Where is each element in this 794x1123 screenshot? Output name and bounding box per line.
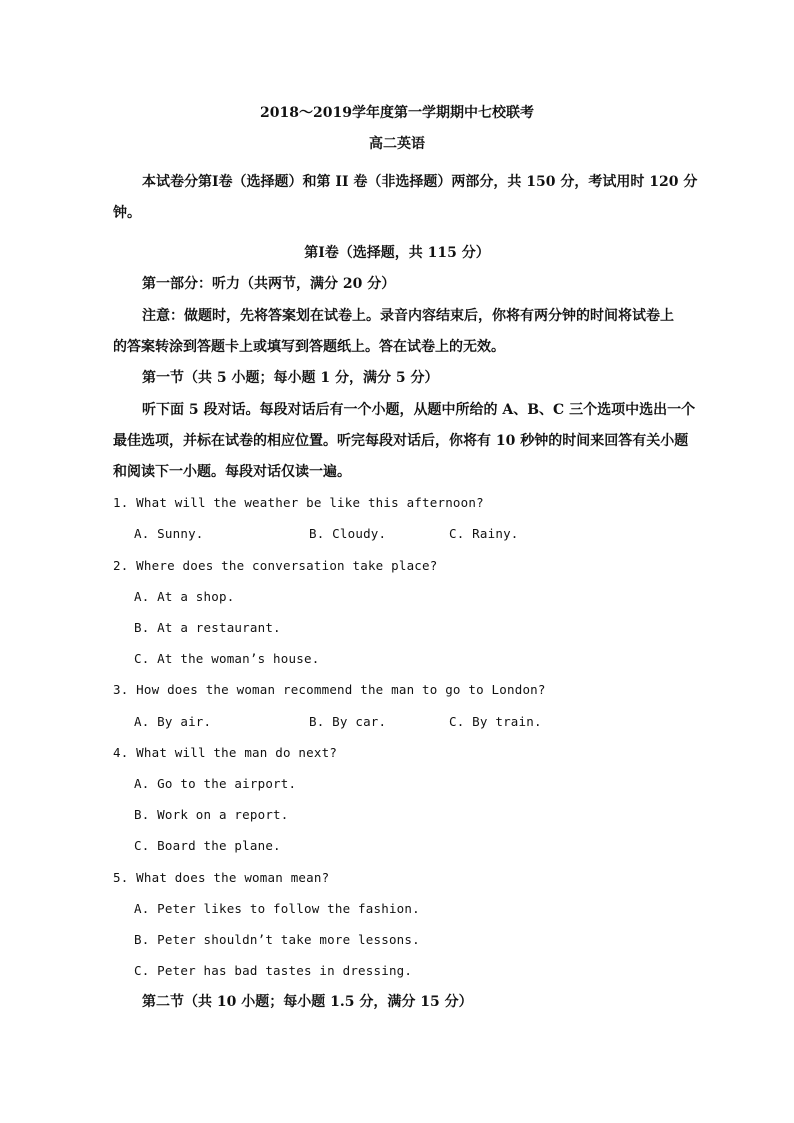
section1-instr-line-3: 和阅读下一小题。每段对话仅读一遍。 [113, 464, 351, 480]
section1-heading: 第一节（共 5 小题；每小题 1 分，满分 5 分） [142, 370, 439, 386]
intro-line-1: 本试卷分第Ⅰ卷（选择题）和第 II 卷（非选择题）两部分，共 150 分，考试用时 120 分 [142, 174, 698, 190]
question-stem: 4. What will the man do next? [113, 745, 338, 760]
option-a: A. Go to the airport. [134, 776, 297, 791]
question-stem: 1. What will the weather be like this afternoon? [113, 495, 484, 510]
option-b: B. By car. [309, 714, 387, 729]
part1-heading: 第一部分：听力（共两节，满分 20 分） [142, 276, 396, 292]
option-b: B. Work on a report. [134, 807, 289, 822]
option-a: A. At a shop. [134, 589, 235, 604]
option-b: B. At a restaurant. [134, 620, 281, 635]
option-b: B. Cloudy. [309, 526, 387, 541]
option-a: A. Sunny. [134, 526, 204, 541]
option-b: B. Peter shouldn’t take more lessons. [134, 932, 420, 947]
option-c: C. Rainy. [449, 526, 519, 541]
section2-heading: 第二节（共 10 小题；每小题 1.5 分，满分 15 分） [142, 994, 473, 1010]
option-a: A. By air. [134, 714, 212, 729]
intro-line-2: 钟。 [113, 205, 141, 221]
part1-note-line-1: 注意：做题时，先将答案划在试卷上。录音内容结束后，你将有两分钟的时间将试卷上 [142, 308, 674, 324]
section1-instr-line-1: 听下面 5 段对话。每段对话后有一个小题，从题中所给的 A、B、C 三个选项中选出一个 [142, 402, 696, 418]
option-c: C. Board the plane. [134, 838, 281, 853]
option-c: C. By train. [449, 714, 542, 729]
exam-title: 2018～2019学年度第一学期期中七校联考 [260, 105, 534, 121]
option-c: C. At the woman’s house. [134, 651, 320, 666]
volume1-heading: 第Ⅰ卷（选择题，共 115 分） [304, 245, 490, 261]
section1-instr-line-2: 最佳选项，并标在试卷的相应位置。听完每段对话后，你将有 10 秒钟的时间来回答有关小题 [113, 433, 689, 449]
question-stem: 3. How does the woman recommend the man to go to London? [113, 682, 546, 697]
option-c: C. Peter has bad tastes in dressing. [134, 963, 413, 978]
exam-subject: 高二英语 [369, 136, 425, 152]
question-stem: 5. What does the woman mean? [113, 870, 330, 885]
part1-note-line-2: 的答案转涂到答题卡上或填写到答题纸上。答在试卷上的无效。 [113, 339, 505, 355]
question-stem: 2. Where does the conversation take place? [113, 558, 438, 573]
option-a: A. Peter likes to follow the fashion. [134, 901, 420, 916]
